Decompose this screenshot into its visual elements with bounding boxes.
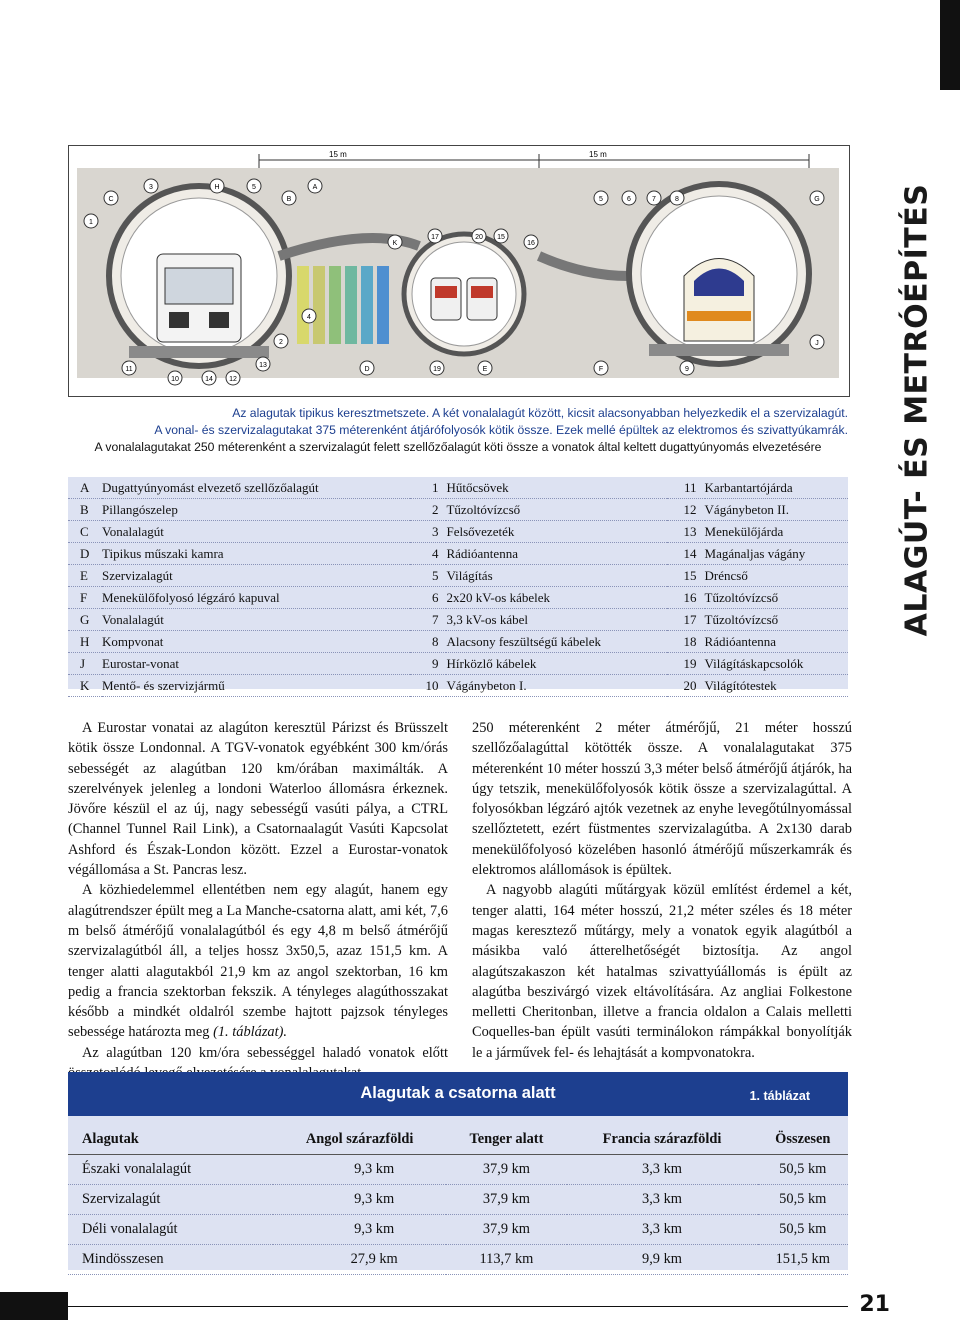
- legend-key: G: [68, 609, 102, 631]
- table-cell: 3,3 km: [567, 1215, 758, 1245]
- figure-label: 7: [652, 196, 656, 203]
- paragraph: 250 méterenként 2 méter átmérőjű, 21 méter hosszú szellőzőalagúttal kötötték össze. A vonalalagutakat 375 méterenként 10 méter hosszú 3,3 méter belső átmérőjű átjárók, ha úgy tetszik, menekülőfolyosók kötik össze a szervizalagúttal. A folyosókban légzáró ajtók vezetnek az enyhe levegőtúlnyomással szellőztetett, ezért füstmentes szervizalagútba. A 2x130 darab menekülőfolyosó közelében hasonló átmérőjű műszerkamrák és elektromos alállomások is épültek.: [472, 720, 852, 879]
- figure-label: G: [814, 196, 820, 203]
- paragraph: A Eurostar vonatai az alagúton keresztül Párizst és Brüsszelt kötik össze Londonnal. A TGV-vonatok egyébként 300 km/órás sebességét az alagútban 120 km/órában maximálták. A szerelvények jelenleg a londoni Waterloo állomásra érkeznek. Jövőre készül el az új, nagy sebességű vasúti pálya, a CTRL (Channel Tunnel Rail Link), a Csatornaalagút Vasúti Kapcsolat Ashford és Észak-London között. Ezzel a Eurostar-vonatok végállomása a St. Pancras lesz.: [68, 720, 448, 879]
- column-header: Angol szárazföldi: [273, 1124, 446, 1155]
- column-header: Tenger alatt: [446, 1124, 566, 1155]
- footer-rule: [68, 1306, 848, 1307]
- legend-key: D: [68, 543, 102, 565]
- figure-label: 3: [149, 184, 153, 191]
- caption-line: A vonalalagutakat 250 méterenként a szervizalagút felett szellőzőalagút köti össze a vonatok által keltett dugattyúnyomás elvezetésére: [94, 440, 822, 454]
- caption-line: Az alagutak tipikus keresztmetszete. A két vonalalagút között, kicsit alacsonyabban helyezkedik el a szervizalagút.: [232, 406, 848, 420]
- legend-text: Pillangószelep: [102, 499, 410, 521]
- legend-key: 2: [410, 499, 446, 521]
- legend-key: 20: [667, 675, 705, 697]
- legend-text: Felsővezeték: [446, 521, 666, 543]
- column-header: Francia szárazföldi: [567, 1124, 758, 1155]
- legend-row: [68, 521, 848, 543]
- table-cell: Északi vonalalagút: [68, 1155, 273, 1185]
- figure-label: 8: [675, 196, 679, 203]
- legend-text: Vonalalagút: [102, 609, 410, 631]
- table-title: Alagutak a csatorna alatt: [360, 1084, 556, 1102]
- paragraph: A nagyobb alagúti műtárgyak közül említést érdemel a két, tenger alatti, 164 méter hosszú, 21,2 méter széles és 18 méter magas keresztező műtárgy, mely a vonatok egyik alagútból a másikba való átterelhetőségét biztosítja. Az angol alagútszakaszon két hatalmas szivattyúállomás is épült az alagútba beszivárgó vizek eltávolítására. Az angliai Folkestone melletti Cheritonban, illetve a francia oldalon a Calais melletti Coquelles-ban épült vasúti terminálokon rámpákkal bonyolítják le a járművek fel- és lehajtását a kompvonatokra.: [472, 882, 852, 1061]
- tunnel-cross-section-figure: [68, 145, 850, 397]
- table-cell: 3,3 km: [567, 1185, 758, 1215]
- figure-label: 9: [685, 366, 689, 373]
- legend-text: Vonalalagút: [102, 521, 410, 543]
- figure-label: 5: [252, 184, 256, 191]
- legend-text: Mentő- és szervizjármű: [102, 675, 410, 697]
- legend-text: Világítás: [446, 565, 666, 587]
- caption-line: A vonal- és szervizalagutakat 375 méterenként átjárófolyosók kötik össze. Ezek mellé épültek az elektromos és szivattyúkamrák.: [154, 423, 848, 437]
- table-row: [68, 1155, 848, 1185]
- figure-label: A: [312, 184, 318, 191]
- figure-label: 15: [497, 234, 505, 241]
- legend-text: Alacsony feszültségű kábelek: [446, 631, 666, 653]
- figure-label: 14: [205, 376, 213, 383]
- page-number: 21: [859, 1292, 890, 1317]
- figure-label: H: [214, 184, 220, 191]
- legend-text: Tűzoltóvízcső: [705, 587, 848, 609]
- footer-bar: [0, 1292, 68, 1320]
- figure-label: 13: [259, 362, 267, 369]
- legend-key: 3: [410, 521, 446, 543]
- legend-text: Szervizalagút: [102, 565, 410, 587]
- figure-label: F: [598, 366, 604, 373]
- legend-row: [68, 587, 848, 609]
- legend-text: Dréncső: [705, 565, 848, 587]
- figure-label: 10: [171, 376, 179, 383]
- legend-text: Eurostar-vonat: [102, 653, 410, 675]
- table-header-bar: [68, 1072, 848, 1116]
- legend-key: C: [68, 521, 102, 543]
- legend-text: Hírközlő kábelek: [446, 653, 666, 675]
- figure-label: D: [364, 366, 370, 373]
- corner-bar: [940, 0, 960, 90]
- table-row: [68, 1245, 848, 1275]
- legend-row: [68, 565, 848, 587]
- legend-text: Vágánybeton I.: [446, 675, 666, 697]
- figure-label: J: [815, 340, 819, 347]
- legend-text: Rádióantenna: [705, 631, 848, 653]
- legend-text: Dugattyúnyomást elvezető szellőzőalagút: [102, 477, 410, 499]
- table-cell: 3,3 km: [567, 1155, 758, 1185]
- figure-caption: [68, 405, 848, 456]
- table-cell: 37,9 km: [446, 1185, 566, 1215]
- figure-label: 6: [627, 196, 631, 203]
- legend-key: F: [68, 587, 102, 609]
- legend-text: Kompvonat: [102, 631, 410, 653]
- legend-text: Hűtőcsövek: [446, 477, 666, 499]
- legend-text: Rádióantenna: [446, 543, 666, 565]
- figure-label: 11: [125, 366, 133, 373]
- legend-key: 19: [667, 653, 705, 675]
- table-cell: 9,3 km: [273, 1155, 446, 1185]
- figure-label: 5: [599, 196, 603, 203]
- dimension-label: 15 m: [329, 150, 347, 159]
- figure-label: 16: [527, 240, 535, 247]
- figure-label: E: [482, 366, 488, 373]
- table-cell: 50,5 km: [758, 1155, 848, 1185]
- column-header: Összesen: [758, 1124, 848, 1155]
- figure-label: B: [286, 196, 292, 203]
- figure-label: 20: [475, 234, 483, 241]
- table-cell: 9,9 km: [567, 1245, 758, 1275]
- figure-legend: [68, 477, 848, 693]
- figure-label: 17: [431, 234, 439, 241]
- legend-text: 2x20 kV-os kábelek: [446, 587, 666, 609]
- legend-key: 12: [667, 499, 705, 521]
- legend-key: 1: [410, 477, 446, 499]
- legend-key: 5: [410, 565, 446, 587]
- figure-label: 2: [279, 339, 283, 346]
- legend-row: [68, 477, 848, 499]
- legend-row: [68, 499, 848, 521]
- paragraph: Az alagútban 120 km/óra sebességgel haladó vonatok előtt: [82, 1044, 448, 1061]
- legend-text: Menekülőjárda: [705, 521, 848, 543]
- legend-key: E: [68, 565, 102, 587]
- legend-row: [68, 631, 848, 653]
- figure-label: K: [392, 240, 398, 247]
- table-cell: 27,9 km: [273, 1245, 446, 1275]
- legend-row: [68, 543, 848, 565]
- legend-key: B: [68, 499, 102, 521]
- legend-text: Menekülőfolyosó légzáró kapuval: [102, 587, 410, 609]
- legend-key: 16: [667, 587, 705, 609]
- legend-row: [68, 653, 848, 675]
- legend-key: 8: [410, 631, 446, 653]
- table-cell: 37,9 km: [446, 1215, 566, 1245]
- legend-row: [68, 609, 848, 631]
- table-cell: 50,5 km: [758, 1215, 848, 1245]
- paragraph: [68, 880, 448, 1042]
- figure-label: C: [108, 196, 114, 203]
- legend-key: 15: [667, 565, 705, 587]
- figure-label: 12: [229, 376, 237, 383]
- legend-key: 14: [667, 543, 705, 565]
- table-cell: 50,5 km: [758, 1185, 848, 1215]
- cross-section-drawing: [69, 146, 849, 396]
- table-cell: 113,7 km: [446, 1245, 566, 1275]
- figure-label: 19: [433, 366, 441, 373]
- figure-label: 1: [89, 219, 93, 226]
- table-row: [68, 1215, 848, 1245]
- legend-text: Tipikus műszaki kamra: [102, 543, 410, 565]
- legend-key: 9: [410, 653, 446, 675]
- section-title-text: ALAGÚT- ÉS METRÓÉPÍTÉS: [899, 183, 935, 637]
- table-row: [68, 1185, 848, 1215]
- legend-text: Világítótestek: [705, 675, 848, 697]
- legend-text: Vágánybeton II.: [705, 499, 848, 521]
- table-cell: Mindösszesen: [68, 1245, 273, 1275]
- table-cell: Szervizalagút: [68, 1185, 273, 1215]
- legend-key: J: [68, 653, 102, 675]
- table-cell: Déli vonalalagút: [68, 1215, 273, 1245]
- text-column-right: [472, 718, 852, 1063]
- table-cell: 151,5 km: [758, 1245, 848, 1275]
- legend-key: 10: [410, 675, 446, 697]
- service-vehicle: [431, 278, 461, 320]
- figure-label: 4: [307, 314, 311, 321]
- legend-key: H: [68, 631, 102, 653]
- section-title-vertical: [875, 160, 960, 660]
- table-number: 1. táblázat: [749, 1089, 810, 1103]
- legend-key: 4: [410, 543, 446, 565]
- paragraph-text: A közhiedelemmel ellentétben nem egy alagút, hanem egy alagútrendszer épült meg a La Manche-csatorna alatt, ami két, 7,6 m belső átmérőjű vonalalagútból és egy 4,8 m belső átmérőjű szervizalagútból áll, a teljes hossz 3x50,5, azaz 151,5 km. A tenger alatti alagutakból 21,9 km az angol szektorban, 16 km pedig a francia szektorban fekszik. A tényleges alagúthosszakat később a mindkét oldalról szembe hajtott pajzsok tényleges sebessége határozta meg: [68, 882, 448, 1041]
- legend-key: K: [68, 675, 102, 697]
- legend-key: 18: [667, 631, 705, 653]
- legend-key: 7: [410, 609, 446, 631]
- text-column-left: [68, 718, 448, 1083]
- table-cell: 9,3 km: [273, 1215, 446, 1245]
- legend-text: Tűzoltóvízcső: [446, 499, 666, 521]
- legend-key: 6: [410, 587, 446, 609]
- table-reference: (1. táblázat).: [213, 1024, 288, 1041]
- legend-key: 17: [667, 609, 705, 631]
- legend-row: [68, 675, 848, 697]
- legend-text: 3,3 kV-os kábel: [446, 609, 666, 631]
- legend-text: Karbantartójárda: [705, 477, 848, 499]
- legend-key: 11: [667, 477, 705, 499]
- legend-key: 13: [667, 521, 705, 543]
- dimension-label: 15 m: [589, 150, 607, 159]
- table-cell: 9,3 km: [273, 1185, 446, 1215]
- legend-text: Világításkapcsolók: [705, 653, 848, 675]
- column-header: Alagutak: [68, 1124, 273, 1155]
- legend-text: Magánaljas vágány: [705, 543, 848, 565]
- legend-text: Tűzoltóvízcső: [705, 609, 848, 631]
- tunnels-table: [68, 1072, 848, 1270]
- legend-key: A: [68, 477, 102, 499]
- table-cell: 37,9 km: [446, 1155, 566, 1185]
